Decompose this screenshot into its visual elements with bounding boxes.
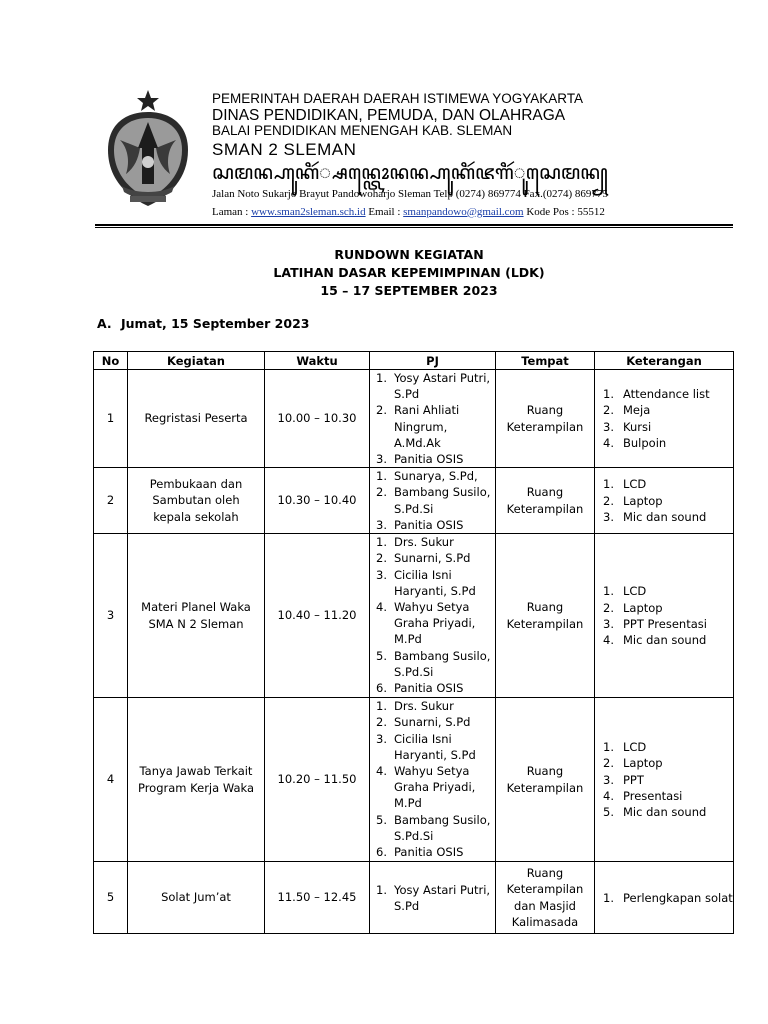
cell-kegiatan: Tanya Jawab Terkait Program Kerja Waka <box>128 698 265 862</box>
keterangan-item-number: 3. <box>603 509 614 524</box>
pj-list-item <box>370 763 495 812</box>
pj-list <box>370 698 495 860</box>
pj-item-number: 2. <box>376 403 387 418</box>
cell-waktu: 10.00 – 10.30 <box>265 370 370 468</box>
cell-kegiatan: Regristasi Peserta <box>128 370 265 468</box>
pj-item-number: 1. <box>376 535 387 550</box>
pj-item-text: Sunarya, S.Pd, <box>394 469 478 484</box>
pj-list <box>370 534 495 696</box>
pj-list-item <box>370 731 495 763</box>
section-letter: A. <box>97 316 112 331</box>
keterangan-list-item <box>595 804 733 820</box>
keterangan-item-number: 5. <box>603 805 614 820</box>
address-line: Jalan Noto Sukarjo Brayut Pandowoharjo Sleman Telp (0274) 869774 Fax.(0274) 869775 <box>212 188 608 201</box>
header-pj: PJ <box>370 352 496 370</box>
pj-item-number: 2. <box>376 551 387 566</box>
keterangan-item-text: Mic dan sound <box>623 805 707 820</box>
pj-list <box>370 468 495 533</box>
keterangan-list-item <box>595 386 733 402</box>
cell-keterangan <box>595 862 734 934</box>
keterangan-list-item <box>595 600 733 616</box>
email-link[interactable]: smanpandowo@gmail.com <box>403 205 524 218</box>
pj-list-item <box>370 648 495 680</box>
keterangan-list-item <box>595 583 733 599</box>
pj-item-number: 1. <box>376 469 387 484</box>
cell-pj <box>370 468 496 534</box>
pj-item-number: 3. <box>376 452 387 467</box>
keterangan-item-text: Meja <box>623 403 651 418</box>
keterangan-item-text: Laptop <box>623 756 663 771</box>
cell-keterangan <box>595 534 734 698</box>
keterangan-item-text: Mic dan sound <box>623 509 707 524</box>
keterangan-item-text: Laptop <box>623 493 663 508</box>
keterangan-list-item <box>595 788 733 804</box>
kodepos: Kode Pos : 55512 <box>523 205 605 218</box>
title-line-3: 15 – 17 SEPTEMBER 2023 <box>320 283 498 298</box>
cell-tempat: Ruang Keterampilan <box>496 468 595 534</box>
keterangan-item-number: 3. <box>603 419 614 434</box>
pj-item-text: Drs. Sukur <box>394 699 454 714</box>
pj-item-text: Panitia OSIS <box>394 517 464 532</box>
header-keterangan: Keterangan <box>595 352 734 370</box>
cell-keterangan <box>595 698 734 862</box>
department-name: DINAS PENDIDIKAN, PEMUDA, DAN OLAHRAGA <box>212 106 566 124</box>
pj-item-number: 1. <box>376 371 387 385</box>
pj-list <box>370 370 495 467</box>
keterangan-list-item <box>595 632 733 648</box>
pj-list-item <box>370 402 495 451</box>
school-name: SMAN 2 SLEMAN <box>212 139 357 159</box>
keterangan-item-text: Attendance list <box>623 387 710 402</box>
keterangan-item-number: 2. <box>603 493 614 508</box>
pj-item-number: 3. <box>376 731 387 746</box>
pj-item-text: Rani Ahliati Ningrum, A.Md.Ak <box>394 403 460 450</box>
pj-item-text: Panitia OSIS <box>394 452 464 467</box>
email-label: Email : <box>365 205 404 218</box>
keterangan-item-number: 1. <box>603 740 614 755</box>
header-no: No <box>94 352 128 370</box>
keterangan-item-number: 3. <box>603 772 614 787</box>
header-waktu: Waktu <box>265 352 370 370</box>
pj-item-number: 3. <box>376 517 387 532</box>
title-line-2: LATIHAN DASAR KEPEMIMPINAN (LDK) <box>273 265 545 280</box>
cell-no: 1 <box>94 370 128 468</box>
pj-list-item <box>370 517 495 533</box>
letterhead <box>92 88 732 228</box>
pj-item-text: Sunarni, S.Pd <box>394 551 471 566</box>
table-body <box>94 370 734 934</box>
cell-waktu: 10.20 – 11.50 <box>265 698 370 862</box>
keterangan-item-text: Mic dan sound <box>623 632 707 647</box>
pj-item-number: 2. <box>376 485 387 500</box>
table-row <box>94 370 734 468</box>
pj-item-number: 1. <box>376 699 387 714</box>
cell-pj <box>370 698 496 862</box>
keterangan-list-item <box>595 402 733 418</box>
pj-list-item <box>370 550 495 566</box>
cell-tempat: Ruang Keterampilan <box>496 698 595 862</box>
pj-item-text: Wahyu Setya Graha Priyadi, M.Pd <box>394 600 476 647</box>
keterangan-item-text: Laptop <box>623 600 663 615</box>
cell-no: 2 <box>94 468 128 534</box>
keterangan-item-text: LCD <box>623 477 647 492</box>
cell-waktu: 10.30 – 10.40 <box>265 468 370 534</box>
contact-line <box>212 205 732 219</box>
keterangan-item-number: 3. <box>603 616 614 631</box>
pj-item-number: 6. <box>376 681 387 696</box>
keterangan-list-item <box>595 890 733 906</box>
pj-item-text: Bambang Susilo, S.Pd.Si <box>394 648 491 679</box>
pj-item-number: 6. <box>376 845 387 860</box>
keterangan-item-text: Presentasi <box>623 788 683 803</box>
cell-kegiatan: Materi Planel Waka SMA N 2 Sleman <box>128 534 265 698</box>
table-header-row <box>94 352 734 370</box>
cell-no: 4 <box>94 698 128 862</box>
header-kegiatan: Kegiatan <box>128 352 265 370</box>
title-line-1: RUNDOWN KEGIATAN <box>334 247 484 262</box>
keterangan-item-text: PPT Presentasi <box>623 616 707 631</box>
office-name: BALAI PENDIDIKAN MENENGAH KAB. SLEMAN <box>212 122 513 138</box>
cell-kegiatan: Pembukaan dan Sambutan oleh kepala sekolah <box>128 468 265 534</box>
section-label: Jumat, 15 September 2023 <box>121 316 310 331</box>
keterangan-item-number: 1. <box>603 890 614 905</box>
keterangan-list-item <box>595 435 733 451</box>
pj-item-number: 3. <box>376 567 387 582</box>
keterangan-item-number: 1. <box>603 477 614 492</box>
pj-list-item <box>370 567 495 599</box>
table-row <box>94 862 734 934</box>
pj-list-item <box>370 534 495 550</box>
keterangan-item-number: 2. <box>603 600 614 615</box>
keterangan-list <box>595 583 733 648</box>
cell-pj <box>370 862 496 934</box>
cell-tempat: Ruang Keterampilan <box>496 534 595 698</box>
pj-list-item <box>370 370 495 402</box>
cell-pj <box>370 370 496 468</box>
keterangan-list-item <box>595 476 733 492</box>
cell-kegiatan: Solat Jum’at <box>128 862 265 934</box>
pj-item-text: Bambang Susilo, S.Pd.Si <box>394 812 491 843</box>
keterangan-list <box>595 476 733 525</box>
table-row <box>94 534 734 698</box>
pj-item-number: 5. <box>376 648 387 663</box>
cell-waktu: 10.40 – 11.20 <box>265 534 370 698</box>
pj-list-item <box>370 698 495 714</box>
cell-tempat: Ruang Keterampilan dan Masjid Kalimasada <box>496 862 595 934</box>
keterangan-item-text: Perlengkapan solat <box>623 890 733 905</box>
table-row <box>94 468 734 534</box>
pj-list-item <box>370 844 495 860</box>
pj-item-text: Bambang Susilo, S.Pd.Si <box>394 485 491 516</box>
keterangan-list-item <box>595 739 733 755</box>
keterangan-list-item <box>595 493 733 509</box>
header-tempat: Tempat <box>496 352 595 370</box>
pj-list-item <box>370 714 495 730</box>
keterangan-item-text: PPT <box>623 772 644 787</box>
pj-list-item <box>370 680 495 696</box>
keterangan-list-item <box>595 616 733 632</box>
pj-item-text: Panitia OSIS <box>394 681 464 696</box>
pj-list <box>370 882 495 914</box>
keterangan-item-number: 1. <box>603 387 614 402</box>
keterangan-item-number: 4. <box>603 632 614 647</box>
rundown-table <box>93 351 734 934</box>
laman-label: Laman : <box>212 205 252 218</box>
pj-list-item <box>370 451 495 467</box>
cell-waktu: 11.50 – 12.45 <box>265 862 370 934</box>
keterangan-list <box>595 386 733 451</box>
pj-item-number: 2. <box>376 715 387 730</box>
keterangan-item-text: LCD <box>623 740 647 755</box>
keterangan-item-number: 4. <box>603 435 614 450</box>
keterangan-item-text: LCD <box>623 584 647 599</box>
keterangan-item-text: Bulpoin <box>623 435 667 450</box>
letterhead-divider <box>95 224 733 228</box>
keterangan-item-number: 2. <box>603 403 614 418</box>
pj-list-item <box>370 882 495 914</box>
keterangan-item-number: 2. <box>603 756 614 771</box>
keterangan-list <box>595 890 733 906</box>
pj-list-item <box>370 599 495 648</box>
pj-item-text: Yosy Astari Putri, S.Pd <box>394 882 491 913</box>
keterangan-list-item <box>595 419 733 435</box>
cell-no: 3 <box>94 534 128 698</box>
pj-list-item <box>370 484 495 516</box>
pj-item-text: Wahyu Setya Graha Priyadi, M.Pd <box>394 764 476 811</box>
javanese-script-line: ꦱꦩꦤ꧀ꦲꦸꦏꦶꦂ꧀ꦱꦤ꧀ꦠꦺꦴꦤꦤ꧀ꦲꦸꦏꦶꦂꦗꦒꦶꦂꦸꦱꦺꦩꦤ꧀ <box>212 160 608 185</box>
pj-item-number: 5. <box>376 812 387 827</box>
sleman-emblem-logo <box>100 88 196 212</box>
website-link[interactable]: www.sman2sleman.sch.id <box>251 205 366 218</box>
pj-item-text: Drs. Sukur <box>394 535 454 550</box>
pj-item-number: 4. <box>376 764 387 779</box>
pj-item-text: Sunarni, S.Pd <box>394 715 471 730</box>
pj-item-number: 4. <box>376 600 387 615</box>
table-row <box>94 698 734 862</box>
keterangan-list-item <box>595 772 733 788</box>
cell-keterangan <box>595 370 734 468</box>
cell-tempat: Ruang Keterampilan <box>496 370 595 468</box>
cell-pj <box>370 534 496 698</box>
keterangan-list <box>595 739 733 820</box>
keterangan-list-item <box>595 755 733 771</box>
pj-list-item <box>370 468 495 484</box>
document-title <box>0 246 768 300</box>
pj-item-text: Panitia OSIS <box>394 845 464 860</box>
pj-list-item <box>370 812 495 844</box>
cell-no: 5 <box>94 862 128 934</box>
cell-keterangan <box>595 468 734 534</box>
pj-item-number: 1. <box>376 882 387 897</box>
pj-item-text: Cicilia Isni Haryanti, S.Pd <box>394 567 476 598</box>
keterangan-item-text: Kursi <box>623 419 652 434</box>
keterangan-item-number: 1. <box>603 584 614 599</box>
keterangan-list-item <box>595 509 733 525</box>
keterangan-item-number: 4. <box>603 788 614 803</box>
pj-item-text: Cicilia Isni Haryanti, S.Pd <box>394 731 476 762</box>
pj-item-text: Yosy Astari Putri, S.Pd <box>394 371 491 402</box>
section-heading <box>97 316 309 331</box>
gov-name: PEMERINTAH DAERAH DAERAH ISTIMEWA YOGYAKARTA <box>212 91 584 106</box>
